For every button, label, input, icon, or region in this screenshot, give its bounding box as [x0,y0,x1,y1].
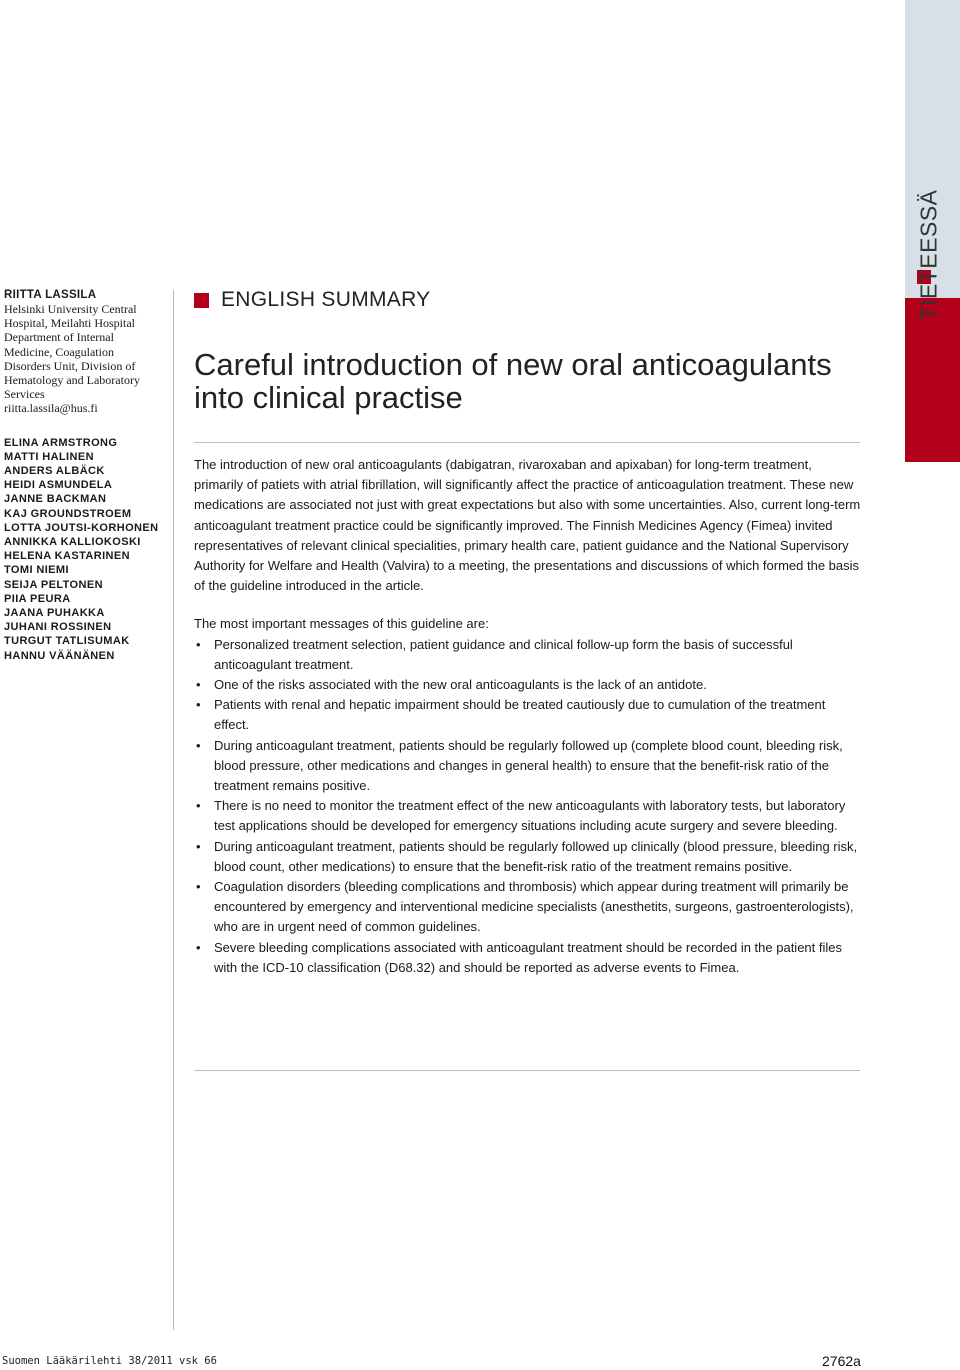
list-item: • During anticoagulant treatment, patients should be regularly followed up clinically (blood pressure, bleeding risk, blood count, other medications) to ensure that the benefit-risk ratio of the treatment remains positive. [194,837,862,877]
journal-footer: Suomen Lääkärilehti 38/2011 vsk 66 [2,1355,217,1367]
page-number: 2762a [822,1353,861,1369]
list-item: • During anticoagulant treatment, patients should be regularly followed up (complete blood count, bleeding risk, blood pressure, other medications and changes in general health) to ensure that the benefit-risk ratio of the treatment remains positive. [194,736,862,797]
list-item: • Patients with renal and hepatic impairment should be treated cautiously due to cumulation of the treatment effect. [194,695,862,735]
messages-heading: The most important messages of this guideline are: [194,616,489,632]
lead-author-name: RIITTA LASSILA [4,289,97,301]
intro-paragraph: The introduction of new oral anticoagulants (dabigatran, rivaroxaban and apixaban) for long-term treatment, primarily of patiets with atrial fibrillation, will significantly affect the practice of anticoagulation treatment. These new medications are associated not just with great expectations but also with some uncertainties. Also, current long-term anticoagulant treatment practice could be significantly improved. The Finnish Medicines Agency (Fimea) invited representatives of relevant clinical specialities, primary health care, patient guidance and the National Supervisory Authority for Welfare and Health (Valvira) to a meeting, the presentations and discussions of which formed the basis of the guideline introduced in the article. [194,457,861,594]
coauthor-list [4,436,164,663]
list-item: • There is no need to monitor the treatment effect of the new anticoagulants with laboratory tests, but laboratory test applications should be developed for emergency situations including acute surgery and severe bleeding. [194,796,862,836]
section-header [194,288,431,312]
coauthor-name: PIIA PEURA [4,592,71,605]
author-email: riitta.lassila@hus.fi [4,401,98,416]
section-tab-accent [905,298,960,462]
coauthor-name: JAANA PUHAKKA [4,607,105,620]
coauthor-name: JUHANI ROSSINEN [4,621,112,634]
coauthor-name: ELINA ARMSTRONG [4,436,118,449]
section-square-icon [194,293,209,308]
column-divider [173,290,174,1330]
coauthor-name: HELENA KASTARINEN [4,550,130,563]
list-item: • Personalized treatment selection, patient guidance and clinical follow-up form the basis of successful anticoagulant treatment. [194,635,862,675]
affiliation-line: Hematology and Laboratory [4,373,140,388]
article-body [194,455,862,978]
affiliation-line: Department of Internal [4,330,114,345]
coauthor-name: JANNE BACKMAN [4,493,107,506]
affiliation-line: Disorders Unit, Division of [4,358,136,373]
list-item: • One of the risks associated with the new oral anticoagulants is the lack of an antidote. [194,675,862,695]
affiliation-line: Hospital, Meilahti Hospital [4,316,135,331]
lead-author-affiliation [4,302,164,416]
article-title: Careful introduction of new oral anticoagulants into clinical practise [194,347,832,415]
list-item: • Severe bleeding complications associated with anticoagulant treatment should be recorded in the patient files with the ICD-10 classification (D68.32) and should be reported as adverse events to Fimea. [194,938,862,978]
section-tab-label: TIETEESSÄ [915,189,942,321]
coauthor-name: MATTI HALINEN [4,450,94,463]
list-item: • Coagulation disorders (bleeding complications and thrombosis) which appear during treatment will primarily be encountered by emergency and interventional medicine specialists (anesthetits, surgeons, gastroenterologists), who are in urgent need of common guidelines. [194,877,862,938]
section-label: ENGLISH SUMMARY [221,288,431,311]
bottom-divider [194,1070,860,1071]
coauthor-name: TOMI NIEMI [4,564,69,577]
coauthor-name: HEIDI ASMUNDELA [4,479,113,492]
affiliation-line: Services [4,387,45,402]
top-divider [194,442,860,443]
coauthor-name: LOTTA JOUTSI-KORHONEN [4,521,159,534]
coauthor-name: HANNU VÄÄNÄNEN [4,649,115,662]
author-column [4,288,164,663]
affiliation-line: Helsinki University Central [4,302,137,316]
coauthor-name: KAJ GROUNDSTROEM [4,507,132,520]
coauthor-name: ANNIKKA KALLIOKOSKI [4,536,141,549]
coauthor-name: TURGUT TATLISUMAK [4,635,130,648]
coauthor-name: SEIJA PELTONEN [4,578,103,591]
messages-list [194,635,862,978]
affiliation-line: Medicine, Coagulation [4,344,114,359]
coauthor-name: ANDERS ALBÄCK [4,465,105,478]
